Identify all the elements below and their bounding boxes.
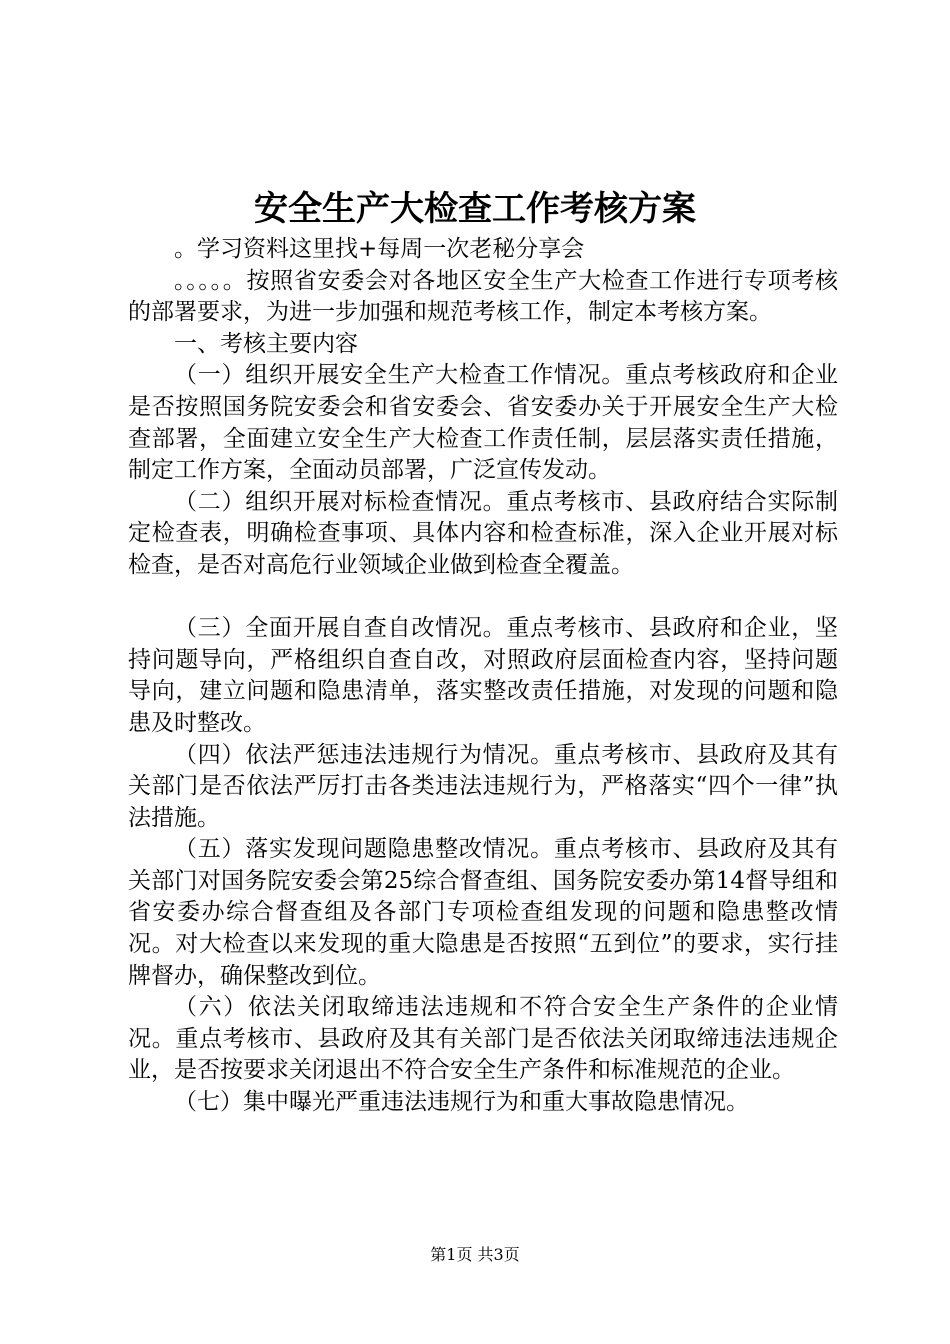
intro-line: 。学习资料这里找+每周一次老秘分享会 bbox=[174, 236, 585, 262]
document-body bbox=[128, 234, 838, 1119]
page-footer: 第1页 共3页 bbox=[430, 1245, 520, 1264]
intro-paragraph: 。。。。。按照省安委会对各地区安全生产大检查工作进行专项考核的部署要求，为进一步加强和规范考核工作，制定本考核方案。 bbox=[128, 267, 838, 326]
item-paragraph-5: （五）落实发现问题隐患整改情况。重点考核市、县政府及其有关部门对国务院安委会第25综合督查组、国务院安委办第14督导组和省安委办综合督查组及各部门专项检查组发现的问题和隐患整改情况。对大检查以来发现的重大隐患是否按照“五到位”的要求，实行挂牌督办，确保整改到位。 bbox=[128, 836, 838, 989]
item-paragraph-3: （三）全面开展自查自改情况。重点考核市、县政府和企业，坚持问题导向，严格组织自查自改，对照政府层面检查内容，坚持问题导向，建立问题和隐患清单，落实整改责任措施，对发现的问题和隐患及时整改。 bbox=[128, 615, 838, 736]
item-paragraph-4: （四）依法严惩违法违规行为情况。重点考核市、县政府及其有关部门是否依法严厉打击各类违法违规行为，严格落实“四个一律”执法措施。 bbox=[128, 741, 838, 831]
item-paragraph-7: （七）集中曝光严重违法违规行为和重大事故隐患情况。 bbox=[174, 1089, 749, 1116]
paragraph-spacer bbox=[128, 582, 838, 614]
item-paragraph-2: （二）组织开展对标检查情况。重点考核市、县政府结合实际制定检查表，明确检查事项、具体内容和检查标准，深入企业开展对标检查，是否对高危行业领域企业做到检查全覆盖。 bbox=[128, 488, 838, 578]
document-title: 安全生产大检查工作考核方案 bbox=[254, 189, 696, 229]
section-heading: 一、考核主要内容 bbox=[174, 330, 358, 357]
item-paragraph-6: （六）依法关闭取缔违法违规和不符合安全生产条件的企业情况。重点考核市、县政府及其有关部门是否依法关闭取缔违法违规企业，是否按要求关闭退出不符合安全生产条件和标准规范的企业。 bbox=[128, 994, 838, 1084]
item-paragraph-1: （一）组织开展安全生产大检查工作情况。重点考核政府和企业是否按照国务院安委会和省安委会、省安委办关于开展安全生产大检查部署，全面建立安全生产大检查工作责任制，层层落实责任措施，制定工作方案，全面动员部署，广泛宣传发动。 bbox=[128, 362, 838, 484]
